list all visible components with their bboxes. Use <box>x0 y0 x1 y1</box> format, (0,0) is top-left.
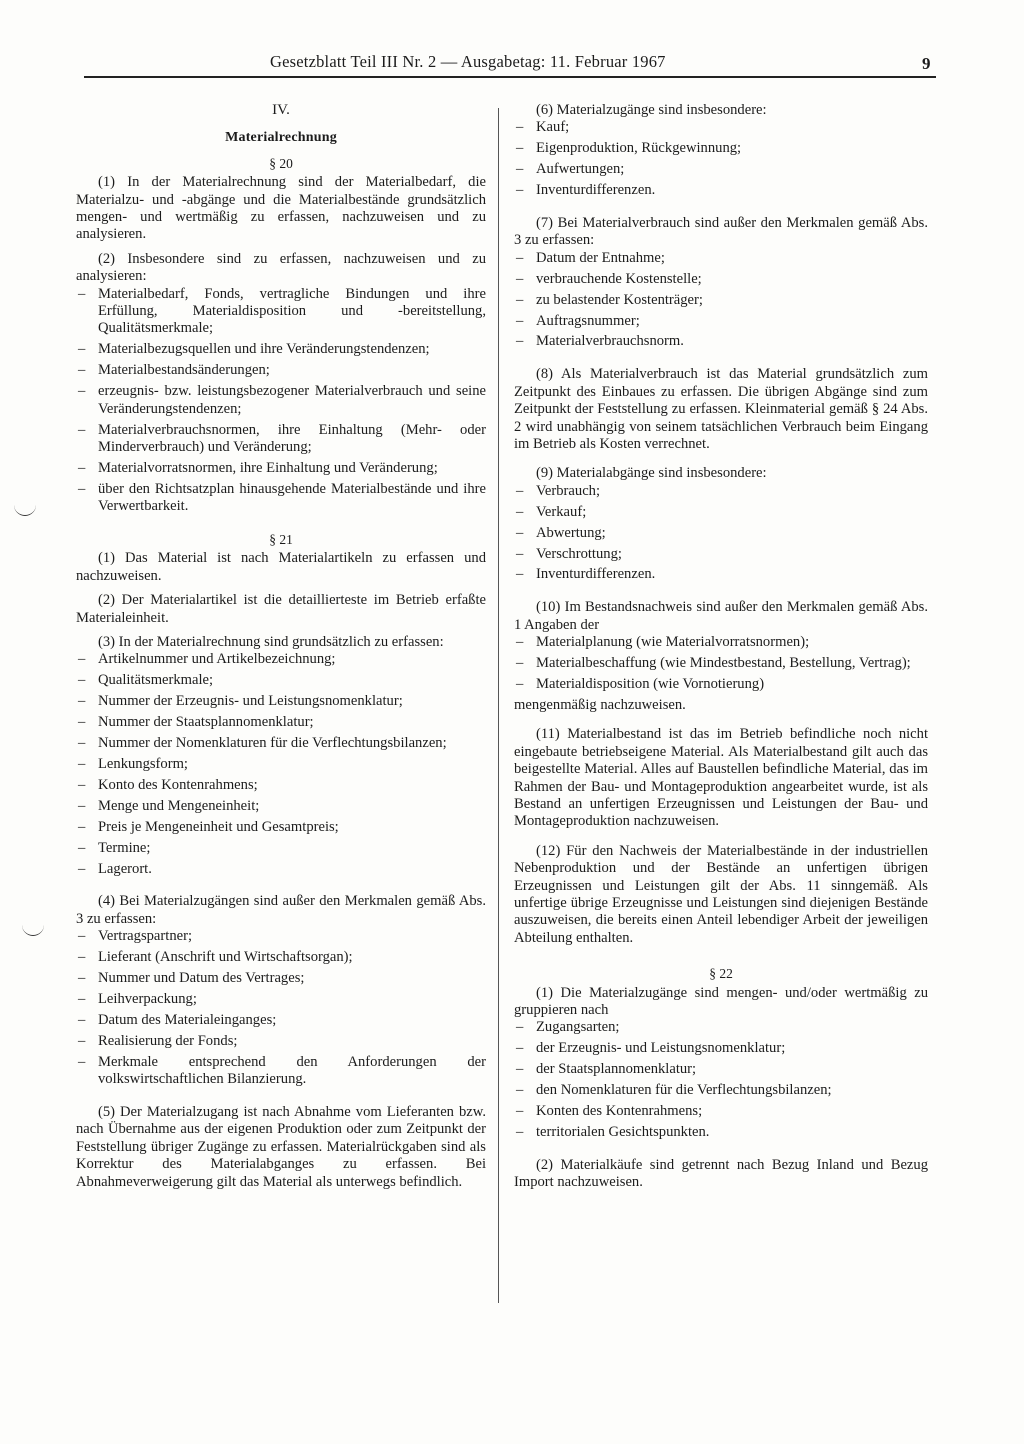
list-item: – territorialen Gesichtspunkten. <box>514 1124 928 1141</box>
s20-paragraph-1: (1) In der Materialrechnung sind der Materialbedarf, die Materialzu- und -abgänge und die Materialbestände grundsätzlich mengen- und wertmäßig zu erfassen, nachzuweisen und zu analysieren. <box>76 174 486 243</box>
paragraph-8: (8) Als Materialverbrauch ist das Material grundsätzlich zum Zeitpunkt des Einbaues zu erfassen. Die übrigen Abgänge sind zum Zeitpunkt der Feststellung zu erfassen. Kleinmaterial gemäß § 24 Abs. 2 wird unabhängig von seinem tatsächlichen Verbrauch beim Eingang im Betrieb als Kosten verrechnet. <box>514 366 928 452</box>
list-item: – Datum des Materialeinganges; <box>76 1012 486 1029</box>
list-item: – erzeugnis- bzw. leistungsbezogener Materialverbrauch und seine Veränderungstendenzen; <box>76 383 486 418</box>
page-number: 9 <box>922 54 931 73</box>
paragraph-10: (10) Im Bestandsnachweis sind außer den Merkmalen gemäß Abs. 1 Angaben der <box>514 599 928 633</box>
list-item: – Materialbeschaffung (wie Mindestbestand, Bestellung, Vertrag); <box>514 655 928 672</box>
list-item: – Materialbestandsänderungen; <box>76 362 486 379</box>
list-item: – Kauf; <box>514 119 928 136</box>
paragraph-10-tail: mengenmäßig nachzuweisen. <box>514 696 686 713</box>
right-column <box>514 102 928 1192</box>
list-item: – Materialbezugsquellen und ihre Veränderungstendenzen; <box>76 341 486 358</box>
list-item: – zu belastender Kostenträger; <box>514 292 928 309</box>
s21-paragraph-4: (4) Bei Materialzugängen sind außer den Merkmalen gemäß Abs. 3 zu erfassen: <box>76 893 486 927</box>
list-item: – Lieferant (Anschrift und Wirtschaftsorgan); <box>76 949 486 966</box>
list-item: – Nummer der Nomenklaturen für die Verflechtungsbilanzen; <box>76 735 486 752</box>
paragraph-7: (7) Bei Materialverbrauch sind außer den Merkmalen gemäß Abs. 3 zu erfassen: <box>514 215 928 249</box>
section-22-heading: § 22 <box>709 966 733 982</box>
list-item: – verbrauchende Kostenstelle; <box>514 271 928 288</box>
list-item: – über den Richtsatzplan hinausgehende Materialbestände und ihre Verwertbarkeit. <box>76 481 486 516</box>
margin-mark <box>14 505 36 516</box>
list-item: – den Nomenklaturen für die Verflechtungsbilanzen; <box>514 1082 928 1099</box>
s21-paragraph-5: (5) Der Materialzugang ist nach Abnahme vom Lieferanten bzw. nach Übernahme aus der eigenen Produktion oder zum Zeitpunkt der Feststellung übriger Zugänge zu erfassen. Materialrückgaben sind als Korrektur des Materialabganges zu erfassen. Bei Abnahmeverweigerung gilt das Material als unterwegs befindlich. <box>76 1104 486 1190</box>
s21-p3-list <box>76 651 486 877</box>
section-20-heading: § 20 <box>269 155 293 171</box>
list-item: – Materialplanung (wie Materialvorratsnormen); <box>514 634 928 651</box>
list-item: – Vertragspartner; <box>76 928 486 945</box>
left-column <box>76 102 486 1191</box>
list-item: – Verbrauch; <box>514 483 928 500</box>
list-item: – Konten des Kontenrahmens; <box>514 1103 928 1120</box>
list-item: – Lenkungsform; <box>76 756 486 773</box>
p7-list <box>514 250 928 351</box>
list-item: – Inventurdifferenzen. <box>514 566 928 583</box>
list-item: – Menge und Mengeneinheit; <box>76 798 486 815</box>
list-item: – Eigenproduktion, Rückgewinnung; <box>514 140 928 157</box>
list-item: – Termine; <box>76 840 486 857</box>
part-number: IV. <box>272 102 290 118</box>
list-item: – Verkauf; <box>514 504 928 521</box>
paragraph-6: (6) Materialzugänge sind insbesondere: <box>536 102 767 118</box>
list-item: – Merkmale entsprechend den Anforderungen der volkswirtschaftlichen Bilanzierung. <box>76 1054 486 1089</box>
p9-list <box>514 483 928 584</box>
section-21-heading: § 21 <box>269 532 293 548</box>
list-item: – Konto des Kontenrahmens; <box>76 777 486 794</box>
list-item: – Leihverpackung; <box>76 991 486 1008</box>
list-item: – Nummer der Erzeugnis- und Leistungsnomenklatur; <box>76 693 486 710</box>
list-item: – Lagerort. <box>76 861 486 878</box>
list-item: – Materialdisposition (wie Vornotierung) <box>514 676 928 693</box>
paragraph-12: (12) Für den Nachweis der Materialbestände in der industriellen Nebenproduktion und der Bestände an unfertigen übrigen Erzeugnissen und Leistungen gilt der Abs. 11 sinngemäß. Als unfertige übrige Erzeugnisse und Leistungen sind diejenigen Bestände auszuweisen, die bereits einen Anteil lebendiger Arbeit der jeweiligen Abteilung enthalten. <box>514 842 928 946</box>
list-item: – der Staatsplannomenklatur; <box>514 1061 928 1078</box>
s21-paragraph-2: (2) Der Materialartikel ist die detaillierteste im Betrieb erfaßte Materialeinheit. <box>76 592 486 626</box>
list-item: – Materialbedarf, Fonds, vertragliche Bindungen und ihre Erfüllung, Materialdisposition und -bereitstellung, Qualitätsmerkmale; <box>76 286 486 338</box>
paragraph-11: (11) Materialbestand ist das im Betrieb befindliche noch nicht eingebaute betriebseigene Material. Als Materialbestand gilt auch das beigestellte Material. Alles auf Baustellen befindliche Material, das im Rahmen der Bau- und Montageproduktion angearbeitet wurde, ist als Bestand an unfertigen Erzeugnissen und Leistungen der Bau- und Montageproduktion nachzuweisen. <box>514 726 928 830</box>
list-item: – Realisierung der Fonds; <box>76 1033 486 1050</box>
s22-p1-list <box>514 1019 928 1141</box>
paragraph-9: (9) Materialabgänge sind insbesondere: <box>536 465 767 482</box>
p10-list <box>514 634 928 693</box>
list-item: – Materialverbrauchsnormen, ihre Einhaltung (Mehr- oder Minderverbrauch) und Veränderung; <box>76 422 486 457</box>
s21-paragraph-3: (3) In der Materialrechnung sind grundsätzlich zu erfassen: <box>98 634 444 651</box>
s22-paragraph-2: (2) Materialkäufe sind getrennt nach Bezug Inland und Bezug Import nachzuweisen. <box>514 1156 928 1191</box>
page-header: Gesetzblatt Teil III Nr. 2 — Ausgabetag: 11. Februar 1967 <box>270 52 666 71</box>
s21-paragraph-1: (1) Das Material ist nach Materialartikeln zu erfassen und nachzuweisen. <box>76 550 486 584</box>
list-item: – Auftragsnummer; <box>514 313 928 330</box>
list-item: – Zugangsarten; <box>514 1019 928 1036</box>
list-item: – Artikelnummer und Artikelbezeichnung; <box>76 651 486 668</box>
list-item: – der Erzeugnis- und Leistungsnomenklatur; <box>514 1040 928 1057</box>
s20-p2-list <box>76 286 486 516</box>
header-rule <box>84 76 936 78</box>
list-item: – Nummer der Staatsplannomenklatur; <box>76 714 486 731</box>
list-item: – Aufwertungen; <box>514 161 928 178</box>
list-item: – Verschrottung; <box>514 546 928 563</box>
list-item: – Preis je Mengeneinheit und Gesamtpreis; <box>76 819 486 836</box>
list-item: – Datum der Entnahme; <box>514 250 928 267</box>
list-item: – Qualitätsmerkmale; <box>76 672 486 689</box>
s22-paragraph-1: (1) Die Materialzugänge sind mengen- und/oder wertmäßig zu gruppieren nach <box>514 984 928 1018</box>
list-item: – Materialvorratsnormen, ihre Einhaltung und Veränderung; <box>76 460 486 477</box>
column-divider <box>498 108 499 1303</box>
part-title: Materialrechnung <box>225 130 337 146</box>
p6-list <box>514 119 928 199</box>
s21-p4-list <box>76 928 486 1088</box>
list-item: – Nummer und Datum des Vertrages; <box>76 970 486 987</box>
list-item: – Inventurdifferenzen. <box>514 182 928 199</box>
s20-paragraph-2: (2) Insbesondere sind zu erfassen, nachzuweisen und zu analysieren: <box>76 250 486 285</box>
margin-mark <box>22 925 44 936</box>
list-item: – Abwertung; <box>514 525 928 542</box>
list-item: – Materialverbrauchsnorm. <box>514 333 928 350</box>
